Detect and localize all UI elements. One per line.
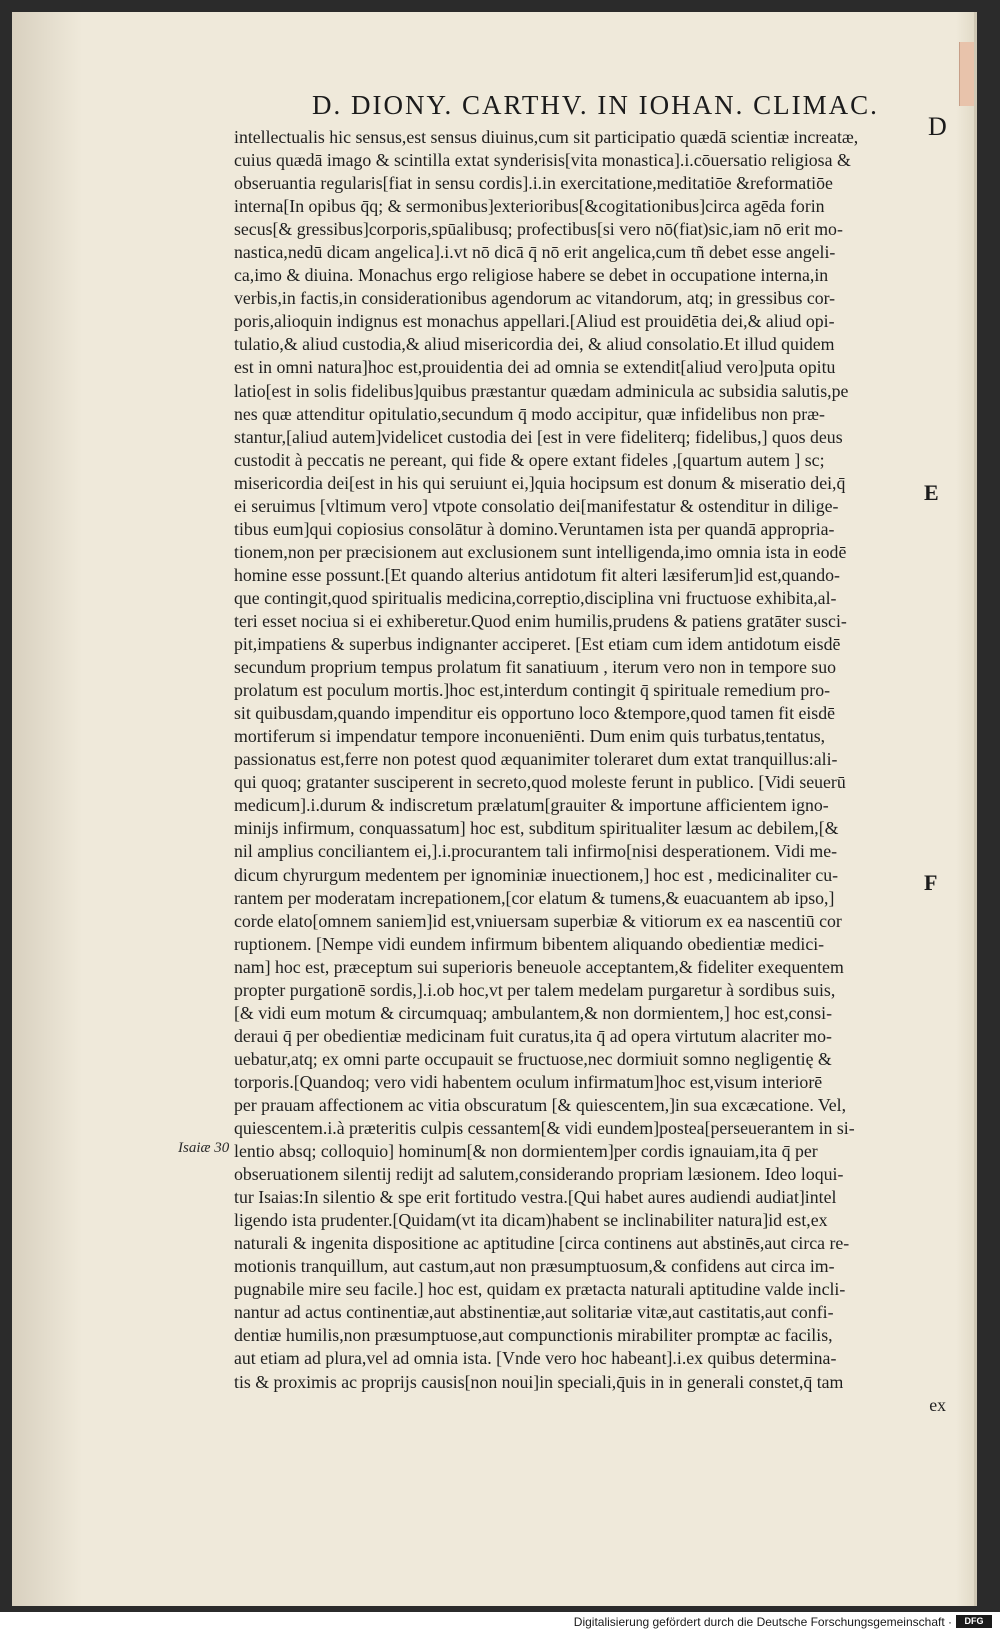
text-line: poris,alioquin indignus est monachus appellari.[Aliud est prouidētia dei,& aliud opi- (234, 311, 835, 332)
text-line: est in omni natura]hoc est,prouidentia dei ad omnia se extendit[aliud vero]puta opitu (234, 357, 836, 378)
text-line: misericordia dei[est in his qui seruiunt ei,]quia hocipsum est donum & miseratio dei,q̄ (234, 472, 846, 493)
text-line: aut etiam ad plura,vel ad omnia ista. [Vnde vero hoc habeant].i.ex quibus determina- (234, 1348, 837, 1369)
text-line: verbis,in factis,in considerationibus agendorum ac vitandorum, atq; in gressibus cor- (234, 288, 836, 309)
text-line: uebatur,atq; ex omni parte occupauit se fructuose,nec dormiuit somno negligentię & (234, 1048, 832, 1069)
page-edge (956, 12, 974, 1606)
text-line: secus[& gressibus]corporis,spūalibusq; profectibus[si vero nō(fiat)sic,iam nō erit mo- (234, 219, 843, 240)
text-line: ligendo ista prudenter.[Quidam(vt ita dicam)habent se inclinabiliter natura]id est,ex (234, 1210, 828, 1231)
text-line: prolatum est poculum mortis.]hoc est,interdum contingit q̄ spirituale remedium pro- (234, 680, 831, 701)
footer-credit: Digitalisierung gefördert durch die Deutsche Forschungsgemeinschaft · (573, 1615, 952, 1629)
text-line: custodit à peccatis ne pereant, qui fide & opere extant fideles ,[quartum autem ] sc; (234, 449, 825, 470)
text-line: tulatio,& aliud custodia,& aliud misericordia dei, & aliud consolatio.Et illud quidem (234, 334, 835, 355)
text-line: intellectualis hic sensus,est sensus diuinus,cum sit participatio quædā scientiæ increatæ, (234, 127, 859, 147)
page-tab (959, 42, 974, 106)
text-line: nam] hoc est, præceptum sui superioris beneuole acceptantem,& fideliter exequentem (234, 956, 844, 977)
text-line: propter purgationē sordis,].i.ob hoc,vt per talem medelam purgaretur à sordibus suis, (234, 979, 836, 1000)
text-line: motionis tranquillum, aut castum,aut non præsumptuosum,& confidens aut circa im- (234, 1256, 835, 1277)
section-marker-f: F (924, 870, 938, 895)
text-line: ex (929, 1394, 946, 1415)
text-line: obseruantia regularis[fiat in sensu cordis].i.in exercitatione,meditatiōe &reformatiōe (234, 173, 833, 194)
text-line: torporis.[Quandoq; vero vidi habentem oculum infirmatum]hoc est,visum interiorē (234, 1071, 823, 1092)
text-line: pit,impatiens & superbus indignanter acciperet. [Est etiam cum idem antidotum eisdē (234, 634, 841, 655)
text-line: ruptionem. [Nempe vidi eundem infirmum bibentem aliquando obedientiæ medici- (234, 933, 825, 954)
viewer-footer (0, 1612, 1000, 1632)
text-line: interna[In opibus q̄q; & sermonibus]exterioribus[&cogitationibus]circa agēda forin (234, 196, 825, 217)
text-line: nes quæ attenditur opitulatio,secundum q̄ modo accipitur, quæ infidelibus non præ- (234, 403, 825, 424)
text-line: ei seruimus [vltimum vero] vtpote consolatio dei[manifestatur & ostenditur in dilige- (234, 495, 839, 516)
text-line: mortiferum si impendatur tempore inconueniēnti. Dum enim quis turbatus,tentatus, (234, 726, 826, 747)
text-line: stantur,[aliud autem]videlicet custodia dei [est in vere fideliterq; fidelibus,] quos deus (234, 426, 843, 447)
text-line: quiescentem.i.à præteritis culpis cessantem[& vidi eundem]postea[perseuerantem in si- (234, 1118, 855, 1139)
section-marker-e: E (924, 480, 939, 505)
running-head: D. DIONY. CARTHV. IN IOHAN. CLIMAC. (312, 90, 879, 120)
text-line: passionatus est,ferre non potest quod æquanimiter toleraret dum extat tranquillus:ali- (234, 749, 838, 770)
text-line: latio[est in solis fidelibus]quibus præstantur quædam adminicula ac subsidia salutis,pe (234, 380, 849, 401)
section-marker-d: D (928, 112, 947, 141)
text-line: naturali & ingenita dispositione ac aptitudine [circa continens aut abstinēs,aut circa re- (234, 1233, 850, 1254)
text-line: deraui q̄ per obedientiæ medicinam fuit curatus,ita q̄ ad opera virtutum alacriter mo- (234, 1025, 832, 1046)
text-line: tionem,non per præcisionem aut exclusionem sunt intelligenda,imo omnia ista in eodē (234, 541, 847, 562)
text-line: nastica,nedū dicam angelica].i.vt nō dicā q̄ nō erit angelica,cum tñ debet esse angeli- (234, 242, 836, 263)
text-line: cuius quædā imago & scintilla extat synderisis[vita monastica].i.cōuersatio religiosa & (234, 150, 851, 171)
text-line: tis & proximis ac proprijs causis[non noui]in speciali,q̄uis in in generali constet,q̄ tam (234, 1371, 844, 1392)
text-line: pugnabile mire seu facile.] hoc est, quidam ex prætacta naturali aptitudine valde incli- (234, 1279, 846, 1300)
text-line: tur Isaias:In silentio & spe erit fortitudo vestra.[Qui habet aures audiendi audiat]intel (234, 1187, 837, 1208)
text-line: secundum proprium tempus prolatum fit sanatiuum , iterum vero non in tempore suo (234, 657, 836, 678)
text-line: dentiæ humilis,non præsumptuose,aut compunctionis mirabiliter promptæ ac facilis, (234, 1325, 833, 1346)
text-line: lentio absq; colloquio] hominum[& non dormientem]per cordis ignauiam,ita q̄ per (234, 1141, 818, 1162)
text-line: dicum chyrurgum medentem per ignominiæ inuectionem,] hoc est , medicinaliter cu- (234, 864, 839, 885)
text-line: que contingit,quod spiritualis medicina,correptio,disciplina vni fructuose exhibita,al- (234, 587, 837, 608)
text-line: minijs infirmum, conquassatum] hoc est, subditum spiritualiter læsum ac debilem,[& (234, 818, 839, 839)
margin-note: Isaiæ 30 (178, 1140, 230, 1156)
text-line: homine esse possunt.[Et quando alterius antidotum fit alteri læsiferum]id est,quando- (234, 564, 840, 585)
page-gutter (12, 12, 82, 1606)
body-text (234, 126, 946, 1417)
dfg-logo: DFG (956, 1615, 992, 1628)
text-line: sit quibusdam,quando impenditur eis opportuno loco &tempore,quod tamen fit eisdē (234, 703, 836, 724)
text-line: [& vidi eum motum & circumquaq; ambulantem,& non dormientem,] hoc est,consi- (234, 1002, 833, 1023)
text-line: per prauam affectionem ac vitia obscuratum [& quiescentem,]in sua excæcatione. Vel, (234, 1094, 847, 1115)
text-line: ca,imo & diuina. Monachus ergo religiose habere se debet in occupatione interna,in (234, 265, 829, 286)
text-line: teri esset nociua si ei exhiberetur.Quod enim humilis,prudens & patiens gratāter susci- (234, 610, 847, 631)
book-page (12, 12, 977, 1606)
text-line: corde elato[omnem saniem]id est,vniuersam superbiæ & vitiorum ex ea nascentiū cor (234, 910, 842, 931)
text-line: tibus eum]qui copiosius consolātur à domino.Veruntamen ista per quandā appropria- (234, 518, 835, 539)
text-line: nantur ad actus continentiæ,aut abstinentiæ,aut solitariæ vitæ,aut castitatis,aut confi- (234, 1302, 834, 1323)
text-line: nil amplius conciliantem ei,].i.procurantem tali infirmo[nisi desperationem. Vidi me- (234, 841, 838, 862)
text-line: medicum].i.durum & indiscretum prælatum[grauiter & importune afficientem igno- (234, 795, 829, 816)
text-line: obseruationem silentij redijt ad salutem,considerando propriam læsionem. Ideo loqui- (234, 1164, 844, 1185)
text-line: qui quoq; gratanter susciperent in secreto,quod moleste ferunt in publico. [Vidi seuerū (234, 772, 846, 793)
text-line: rantem per moderatam increpationem,[cor elatum & tumens,& euacuantem ab ipso,] (234, 887, 835, 908)
